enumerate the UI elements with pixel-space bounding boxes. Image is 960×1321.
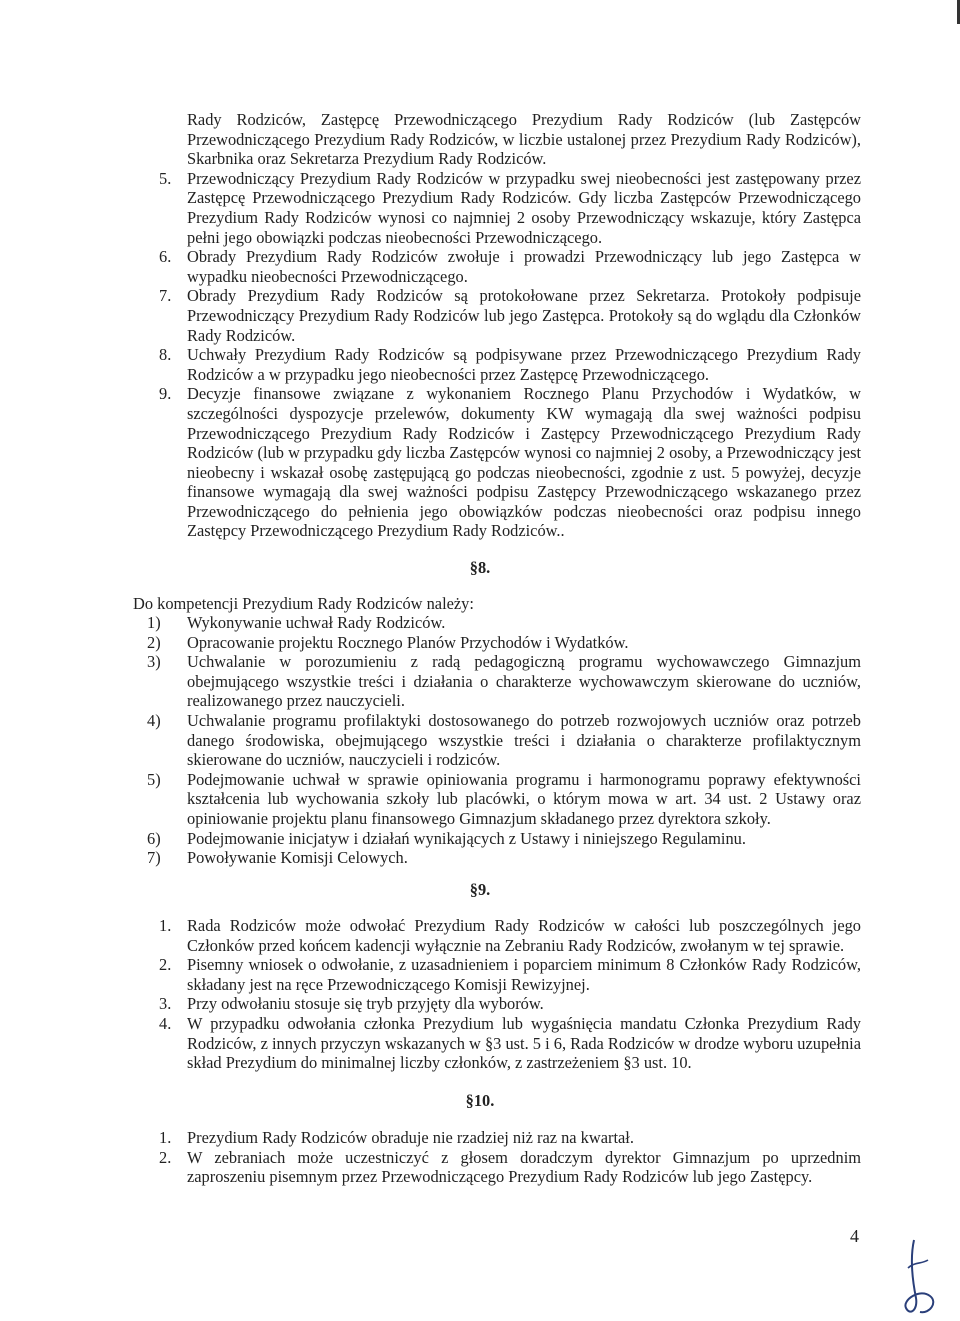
item-number: 7) <box>147 848 161 868</box>
item-number: 9. <box>159 384 172 404</box>
list-item <box>147 632 861 653</box>
item-text: Prezydium Rady Rodziców obraduje nie rzadziej niż raz na kwartał. <box>187 1128 634 1147</box>
section-heading-8: §8. <box>469 558 491 577</box>
item-number: 2. <box>159 955 172 975</box>
list-item <box>147 613 861 633</box>
list-item <box>159 384 861 541</box>
item-text: Podejmowanie uchwał w sprawie opiniowania programu i harmonogramu poprawy efektywności kształcenia lub wychowania szkoły lub placówki, o którym mowa w art. 34 ust. 2 Ustawy oraz opiniowanie projektu planu finansowego Gimnazjum składanego przez dyrektora szkoły. <box>187 769 861 828</box>
item-text: Powoływanie Komisji Celowych. <box>187 848 408 868</box>
item-text: Decyzje finansowe związane z wykonaniem Rocznego Planu Przychodów i Wydatków, w szczególności dyspozycje przelewów, dokumenty KW wymagają dla swej ważności podpisu Przewodniczącego Prezydium Rady Rodziców i Zastępcy Przewodniczącego Prezydium Rady Rodziców (lub w przypadku gdy liczba Zastępców wynosi co najmniej 2 osoby, a Przewodniczący jest nieobecny i wskazał osobę zastępującą go podczas nieobecności, zgodnie z ust. 5 powyżej, decyzje finansowe wymagają dla swej ważności podpisu Zastępcy Przewodniczącego wskazanego przez Przewodniczącego do pełnienia jego obowiązków podczas nieobecności oraz podpisu innego Zastępcy Przewodniczącego Prezydium Rady Rodziców.. <box>187 384 861 541</box>
item-number: 7. <box>159 286 172 306</box>
item-number: 6) <box>147 828 161 848</box>
item-text: Uchwały Prezydium Rady Rodziców są podpisywane przez Przewodniczącego Prezydium Rady Rodziców a w przypadku jego nieobecności przez Zastępcę Przewodniczącego. <box>187 345 861 384</box>
item-number: 1) <box>147 613 161 632</box>
section8-list <box>147 613 861 868</box>
list-item <box>159 916 861 955</box>
item-number: 4) <box>147 710 161 730</box>
item-text: Wykonywanie uchwał Rady Rodziców. <box>187 613 446 632</box>
list-item <box>147 828 861 849</box>
item-text: Pisemny wniosek o odwołanie, z uzasadnieniem i poparciem minimum 8 Członków Rady Rodziców, składany jest na ręce Przewodniczącego Komisji Rewizyjnej. <box>187 955 861 994</box>
list-item <box>159 286 861 345</box>
list-item <box>159 168 861 247</box>
item-text: Rada Rodziców może odwołać Prezydium Rady Rodziców w całości lub poszczególnych jego Członków przed końcem kadencji wyłącznie na Zebraniu Rady Rodziców, zwołanym w tej sprawie. <box>187 916 861 955</box>
item-text: Obrady Prezydium Rady Rodziców są protokołowane przez Sekretarza. Protokoły podpisuje Przewodniczący Prezydium Rady Rodziców lub jego Zastępca. Protokoły są do wglądu dla Członków Rady Rodziców. <box>187 286 861 345</box>
item-text: Podejmowanie inicjatyw i działań wynikających z Ustawy i niniejszego Regulaminu. <box>187 828 746 848</box>
item-text: Przy odwołaniu stosuje się tryb przyjęty dla wyborów. <box>187 994 544 1014</box>
item-text: W zebraniach może uczestniczyć z głosem doradczym dyrektor Gimnazjum po uprzednim zaproszeniu pisemnym przez Przewodniczącego Prezydium Rady Rodziców lub jego Zastępcy. <box>187 1147 861 1187</box>
item-text: W przypadku odwołania członka Prezydium lub wygaśnięcia mandatu Członka Prezydium Rady Rodziców, z innych przyczyn wskazanych w §3 ust. 5 i 6, Rada Rodziców w drodze wyboru uzupełnia skład Prezydium do minimalnej liczby członków, z zastrzeżeniem §3 ust. 10. <box>187 1013 861 1073</box>
item-text: Obrady Prezydium Rady Rodziców zwołuje i prowadzi Przewodniczący lub jego Zastępca w wypadku nieobecności Przewodniczącego. <box>187 247 861 286</box>
item-number: 3. <box>159 994 172 1014</box>
item-number: 2) <box>147 632 161 652</box>
list-item <box>147 848 861 868</box>
item-number: 2. <box>159 1147 172 1167</box>
section10-list <box>159 1128 861 1187</box>
item-number: 4. <box>159 1013 172 1033</box>
list-item <box>159 345 861 384</box>
item-number: 8. <box>159 345 172 365</box>
item-number: 1. <box>159 1128 172 1147</box>
item-number: 6. <box>159 247 172 267</box>
list-item <box>147 769 861 829</box>
handwritten-initials-signature <box>900 1238 940 1318</box>
list-items-a <box>159 168 861 541</box>
item-text: Przewodniczący Prezydium Rady Rodziców w przypadku swej nieobecności jest zastępowany przez Zastępcę Przewodniczącego Prezydium Rady Rodziców. Gdy liczba Zastępców Przewodniczącego Prezydium Rady Rodziców wynosi co najmniej 2 osoby Przewodniczący wskazuje, który Zastępca pełni jego obowiązki podczas nieobecności Przewodniczącego. <box>187 168 861 247</box>
list-item <box>159 1128 861 1148</box>
item-number: 5. <box>159 168 172 188</box>
item-number: 1. <box>159 916 172 935</box>
list-item <box>147 652 861 711</box>
list-item <box>159 247 861 286</box>
top-block <box>159 110 861 541</box>
page-number: 4 <box>850 1226 859 1246</box>
list-item <box>147 710 861 770</box>
item-text: Uchwalanie programu profilaktyki dostosowanego do potrzeb rozwojowych uczniów oraz potrzeb danego środowiska, obejmującego wszystkie treści i działania o charakterze profilaktycznym skierowane do uczniów, nauczycieli i rodziców. <box>187 710 861 770</box>
section-heading-9: §9. <box>469 880 491 899</box>
section-heading-10: §10. <box>465 1091 495 1110</box>
section9-list <box>159 916 861 1073</box>
section8-intro: Do kompetencji Prezydium Rady Rodziców należy: <box>133 594 474 613</box>
item-number: 5) <box>147 769 161 789</box>
list-item <box>159 955 861 994</box>
item-text: Uchwalanie w porozumieniu z radą pedagogiczną programu wychowawczego Gimnazjum obejmującego wszystkie treści i działania o charakterze wychowawczym skierowane do uczniów, realizowanego przez nauczycieli. <box>187 652 861 711</box>
list-item <box>159 1147 861 1187</box>
item-text: Opracowanie projektu Rocznego Planów Przychodów i Wydatków. <box>187 632 629 652</box>
top-paragraph: Rady Rodziców, Zastępcę Przewodniczącego Prezydium Rady Rodziców (lub Zastępców Przewodniczącego Prezydium Rady Rodziców, w liczbie ustalonej przez Prezydium Rady Rodziców), Skarbnika oraz Sekretarza Prezydium Rady Rodziców. <box>187 110 861 169</box>
item-number: 3) <box>147 652 161 672</box>
list-item <box>159 1013 861 1073</box>
list-item <box>159 994 861 1014</box>
